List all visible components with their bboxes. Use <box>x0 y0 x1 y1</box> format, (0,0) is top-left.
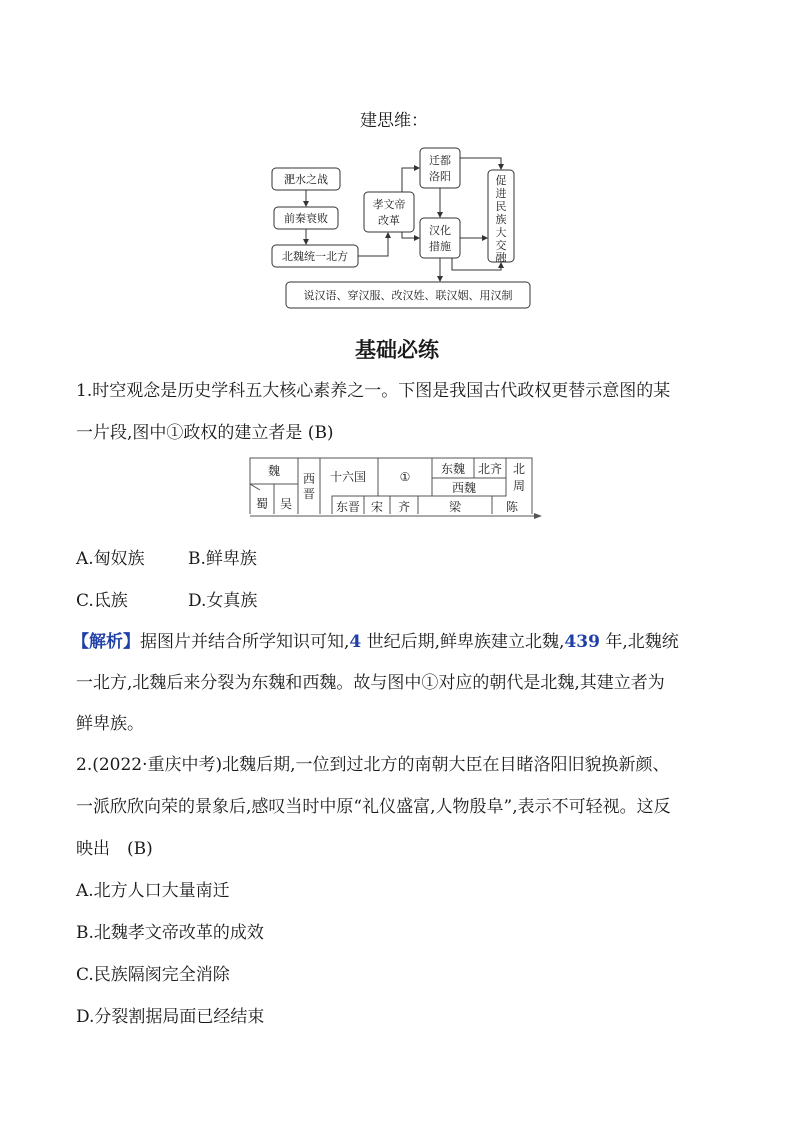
node-cujin-char: 融 <box>495 251 507 264</box>
tl-shiliuguo: 十六国 <box>329 470 367 484</box>
node-cujin-char: 民 <box>495 200 507 213</box>
analysis-text: 年,北魏统 <box>599 632 679 652</box>
node-cujin-char: 族 <box>495 213 507 226</box>
node-feishui: 淝水之战 <box>284 173 328 186</box>
tl-dongjin: 东晋 <box>335 500 361 514</box>
q1-timeline-diagram <box>248 456 548 524</box>
node-xiaowen-line1: 孝文帝 <box>372 198 406 211</box>
tl-beizhou-1: 北 <box>512 462 526 476</box>
tl-dongwei: 东魏 <box>440 462 466 476</box>
tl-circle-one: ① <box>399 470 411 484</box>
analysis-text: 据图片并结合所学知识可知, <box>140 632 350 652</box>
q2-stem-line2: 一派欣欣向荣的景象后,感叹当时中原“礼仪盛富,人物殷阜”,表示不可轻视。这反 <box>76 797 671 817</box>
q2-option-d: D.分裂割据局面已经结束 <box>76 1007 265 1027</box>
section-title: 基础必练 <box>355 338 439 362</box>
arrow-beiwei-reform <box>358 233 388 256</box>
q1-stem-line2: 一片段,图中①政权的建立者是 (B) <box>76 423 334 443</box>
node-hanhua-line1: 汉化 <box>429 224 451 237</box>
tl-song: 宋 <box>370 500 384 514</box>
node-measures: 说汉语、穿汉服、改汉姓、联汉姻、用汉制 <box>303 289 513 302</box>
analysis-tag: 【解析】 <box>72 632 140 652</box>
analysis-text: 世纪后期,鲜卑族建立北魏, <box>361 632 565 652</box>
mindmap-diagram <box>260 140 540 316</box>
q2-stem-line3: 映出 (B) <box>76 839 153 859</box>
node-hanhua-line2: 措施 <box>429 240 451 253</box>
node-cujin-char: 大 <box>495 226 507 239</box>
q1-option-b: B.鲜卑族 <box>188 549 257 569</box>
tl-wu: 吴 <box>279 497 293 511</box>
tl-xijin-1: 西 <box>302 472 316 486</box>
arrow-hanhua-cujin-bottom <box>452 258 501 270</box>
node-cujin-char: 交 <box>495 239 507 252</box>
node-beiwei: 北魏统一北方 <box>282 250 348 263</box>
node-xiaowen-line2: 改革 <box>378 214 400 227</box>
tl-xiwei: 西魏 <box>451 481 477 495</box>
tl-shu: 蜀 <box>255 497 269 511</box>
q1-analysis-line3: 鲜卑族。 <box>76 714 144 734</box>
analysis-number: 4 <box>349 632 362 652</box>
tl-chen: 陈 <box>505 500 519 514</box>
tl-xijin-2: 晋 <box>302 487 316 501</box>
q1-option-d: D.女真族 <box>188 591 258 611</box>
tl-beizhou-2: 周 <box>512 479 526 493</box>
node-cujin-char: 促 <box>495 174 507 187</box>
q1-analysis-line2: 一北方,北魏后来分裂为东魏和西魏。故与图中①对应的朝代是北魏,其建立者为 <box>76 673 665 693</box>
tl-liang: 梁 <box>448 500 462 514</box>
q1-option-c: C.氐族 <box>76 591 128 611</box>
analysis-number: 439 <box>564 632 600 652</box>
q2-stem-line1: 2.(2022·重庆中考)北魏后期,一位到过北方的南朝大臣在目睹洛阳旧貌换新颜、 <box>76 755 670 775</box>
node-qianqin: 前秦衰败 <box>284 212 328 225</box>
q1-stem-line1: 1.时空观念是历史学科五大核心素养之一。下图是我国古代政权更替示意图的某 <box>76 381 671 401</box>
node-cujin-char: 进 <box>495 187 507 200</box>
arrow-qiandu-cujin <box>460 158 501 169</box>
tl-wei: 魏 <box>267 464 281 478</box>
mindmap-heading: 建思维： <box>360 111 428 131</box>
node-qiandu-line1: 迁都 <box>429 154 451 167</box>
q2-option-b: B.北魏孝文帝改革的成效 <box>76 923 264 943</box>
tl-qi: 齐 <box>397 500 411 514</box>
q2-option-c: C.民族隔阂完全消除 <box>76 965 230 985</box>
q1-analysis-line1 <box>72 627 679 652</box>
arrow-reform-hanhua <box>402 232 419 238</box>
arrow-reform-qiandu <box>402 168 419 192</box>
q2-option-a: A.北方人口大量南迁 <box>76 881 230 901</box>
node-qiandu-line2: 洛阳 <box>429 170 451 183</box>
tl-beiqi: 北齐 <box>477 462 503 476</box>
q1-option-a: A.匈奴族 <box>76 549 145 569</box>
